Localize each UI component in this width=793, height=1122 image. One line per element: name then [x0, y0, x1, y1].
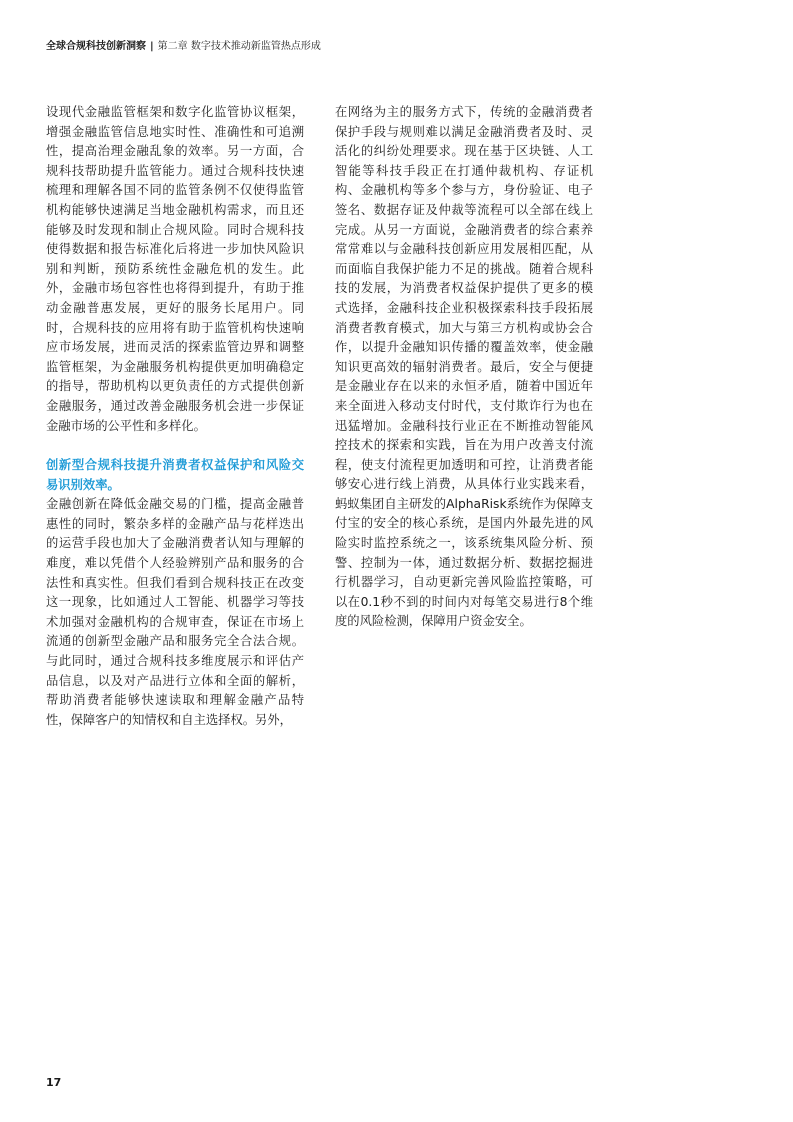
left-column: [46, 103, 304, 730]
page-number: 17: [46, 1076, 62, 1089]
paragraph-gap: [46, 436, 304, 456]
body-paragraph: 金融创新在降低金融交易的门槛，提高金融普惠性的同时，繁杂多样的金融产品与花样迭出的运营手段也加大了金融消费者认知与理解的难度，难以凭借个人经验辨别产品和服务的合法性和真实性。但我们看到合规科技正在改变这一现象，比如通过人工智能、机器学习等技术加强对金融机构的合规审查，保证在市场上流通的创新型金融产品和服务完全合法合规。与此同时，通过合规科技多维度展示和评估产品信息，以及对产品进行立体和全面的解析，帮助消费者能够快速读取和理解金融产品特性，保障客户的知情权和自主选择权。另外，: [46, 497, 304, 727]
body-paragraph: 设现代金融监管框架和数字化监管协议框架，增强金融监管信息地实时性、准确性和可追溯性，提高治理金融乱象的效率。另一方面，合规科技帮助提升监管能力。通过合规科技快速梳理和理解各国不同的监管条例不仅使得监管机构能够快速满足当地金融机构需求，而且还能够及时发现和制止合规风险。同时合规科技使得数据和报告标准化后将进一步加快风险识别和判断，预防系统性金融危机的发生。此外，金融市场包容性也将得到提升，有助于推动金融普惠发展，更好的服务长尾用户。同时，合规科技的应用将有助于监管机构快速响应市场发展，进而灵活的探索监管边界和调整监管框架，为金融服务机构提供更加明确稳定的指导，帮助机构以更负责任的方式提供创新金融服务，通过改善金融服务机会进一步保证金融市场的公平性和多样化。: [46, 105, 304, 433]
chapter-title: 第二章 数字技术推动新监管热点形成: [157, 41, 321, 52]
body-paragraph: 在网络为主的服务方式下，传统的金融消费者保护手段与规则难以满足金融消费者及时、灵活化的纠纷处理要求。现在基于区块链、人工智能等科技手段正在打通仲裁机构、存证机构、金融机构等多个参与方，身份验证、电子签名、数据存证及仲裁等流程可以全部在线上完成。从另一方面说，金融消费者的综合素养常常难以与金融科技创新应用发展相匹配，从而面临自我保护能力不足的挑战。随着合规科技的发展，为消费者权益保护提供了更多的模式选择，金融科技企业积极探索科技手段拓展消费者教育模式，加大与第三方机构或协会合作，以提升金融知识传播的覆盖效率，使金融知识更高效的辐射消费者。最后，安全与便捷是金融业存在以来的永恒矛盾，随着中国近年来全面进入移动支付时代，支付欺诈行为也在迅猛增加。金融科技行业正在不断推动智能风控技术的探索和实践，旨在为用户改善支付流程，使支付流程更加透明和可控，让消费者能够安心进行线上消费，从具体行业实践来看，蚂蚁集团自主研发的AlphaRisk系统作为保障支付宝的安全的核心系统，是国内外最先进的风险实时监控系统之一，该系统集风险分析、预警、控制为一体，通过数据分析、数据挖掘进行机器学习，自动更新完善风险监控策略，可以在0.1秒不到的时间内对每笔交易进行8个维度的风险检测，保障用户资金安全。: [335, 105, 593, 629]
running-header: [46, 40, 321, 54]
section-heading: 创新型合规科技提升消费者权益保护和风险交易识别效率。: [46, 458, 304, 492]
report-title: 全球合规科技创新洞察: [46, 41, 146, 52]
header-separator: |: [150, 41, 154, 52]
right-column: [335, 103, 593, 632]
